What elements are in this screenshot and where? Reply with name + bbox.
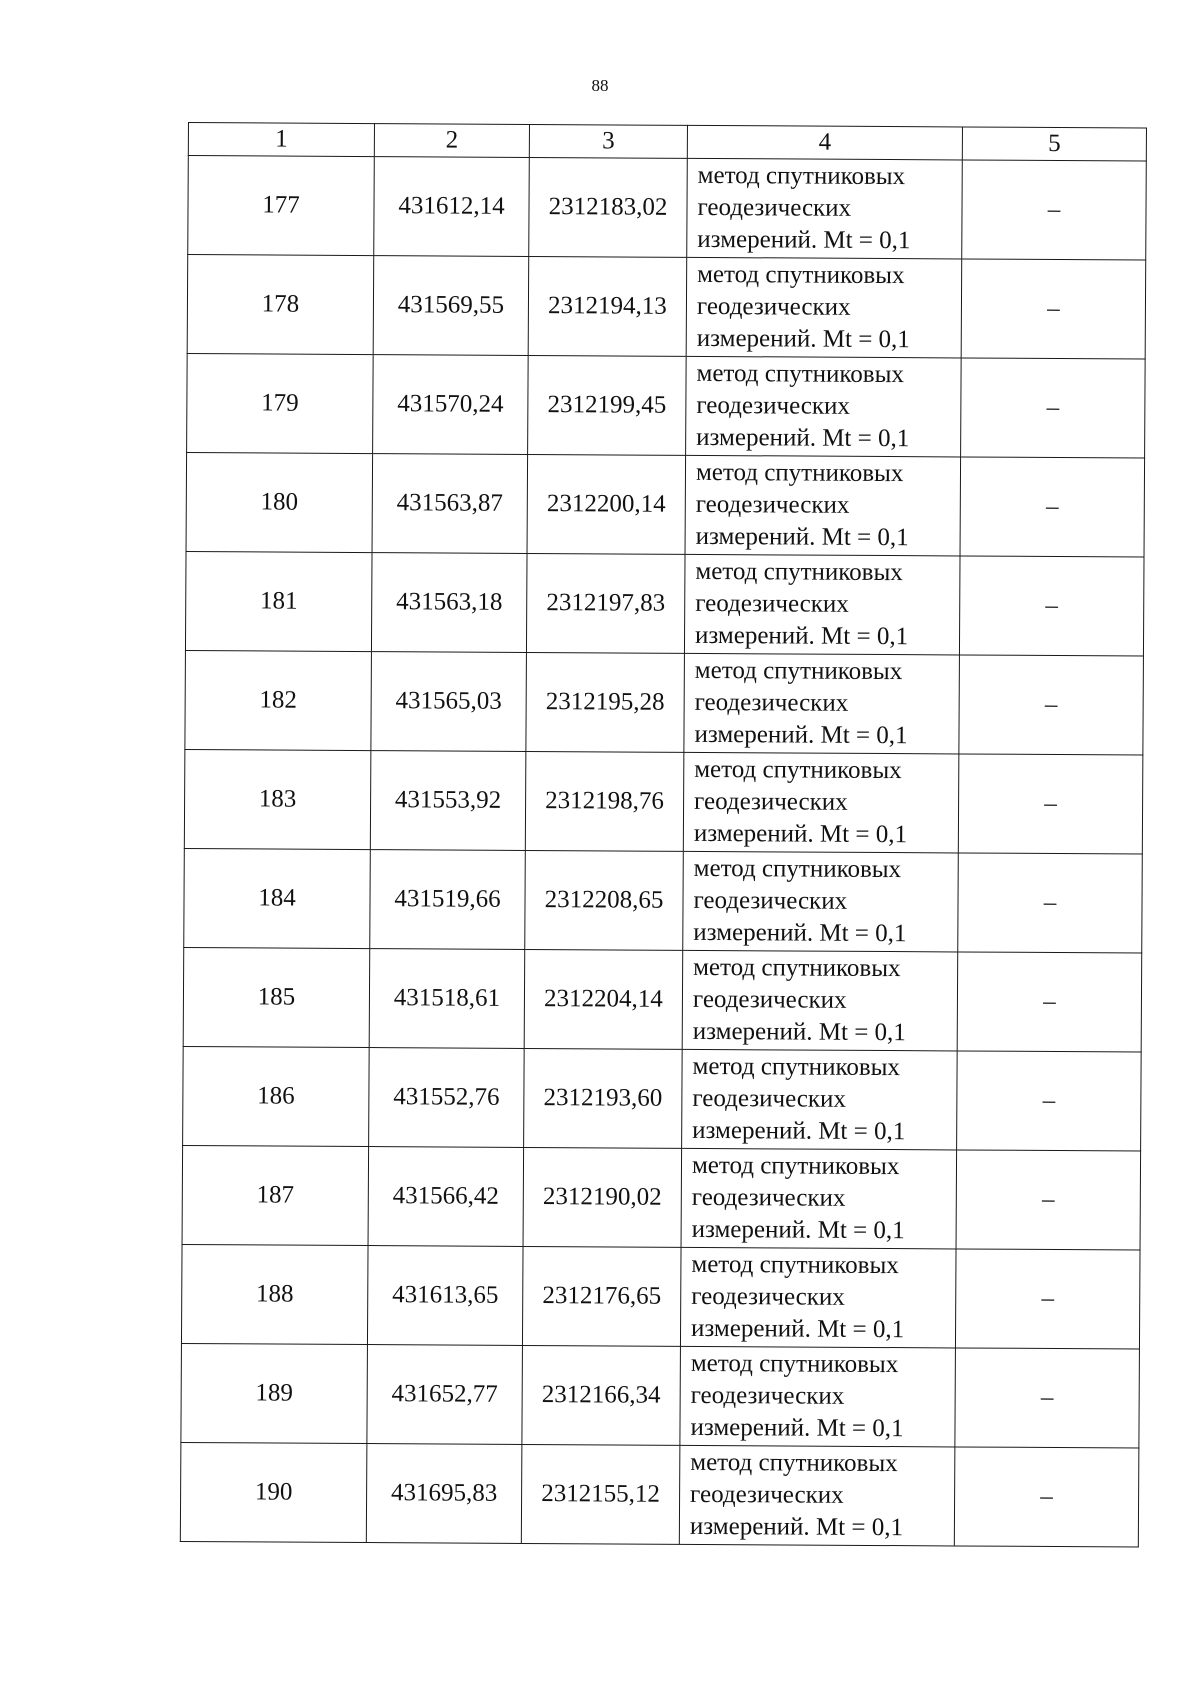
method-text-line: метод спутниковых xyxy=(697,161,906,191)
header-cell-2: 2 xyxy=(374,124,529,158)
point-number-cell: 182 xyxy=(185,650,372,750)
method-text-line: измерений. Mt = 0,1 xyxy=(696,423,910,453)
x-coordinate-cell: 431563,18 xyxy=(371,553,527,653)
x-coordinate-cell: 431563,87 xyxy=(372,454,528,554)
method-text-line: геодезических xyxy=(690,1381,845,1410)
table-row xyxy=(187,353,1146,458)
method-cell xyxy=(684,554,960,655)
method-text-line: метод спутниковых xyxy=(690,1448,898,1478)
remark-cell: – xyxy=(955,1249,1140,1349)
table-row xyxy=(183,1046,1142,1151)
method-cell xyxy=(682,950,958,1051)
table-body xyxy=(180,156,1146,1547)
method-cell xyxy=(684,653,960,754)
method-text-line: измерений. Mt = 0,1 xyxy=(691,1215,905,1245)
method-text-line: измерений. Mt = 0,1 xyxy=(695,522,909,552)
method-text-line: измерений. Mt = 0,1 xyxy=(693,819,908,849)
table-row xyxy=(182,1145,1141,1250)
remark-cell: – xyxy=(962,160,1147,260)
header-cell-5: 5 xyxy=(962,127,1146,161)
y-coordinate-cell: 2312208,65 xyxy=(525,850,684,950)
x-coordinate-cell: 431565,03 xyxy=(371,652,527,752)
method-cell xyxy=(679,1445,955,1546)
method-cell xyxy=(682,1049,958,1150)
table-row xyxy=(185,551,1144,656)
remark-cell: – xyxy=(956,1150,1141,1250)
table-row xyxy=(184,848,1143,953)
method-cell xyxy=(687,158,963,259)
remark-cell: – xyxy=(954,1447,1139,1547)
y-coordinate-cell: 2312176,65 xyxy=(522,1246,681,1346)
method-text-line: геодезических xyxy=(691,1183,846,1212)
coordinates-table xyxy=(180,122,1147,1547)
table-row xyxy=(184,749,1143,854)
method-text-line: геодезических xyxy=(696,391,851,420)
method-text-line: метод спутниковых xyxy=(690,1349,899,1379)
x-coordinate-cell: 431518,61 xyxy=(369,949,525,1049)
table-row xyxy=(186,452,1145,557)
method-cell xyxy=(680,1247,956,1348)
method-text-line: геодезических xyxy=(694,787,848,816)
method-text-line: метод спутниковых xyxy=(692,1052,901,1082)
method-text-line: геодезических xyxy=(692,1084,847,1113)
header-cell-1: 1 xyxy=(188,123,374,157)
method-text-line: геодезических xyxy=(693,886,848,915)
table-row xyxy=(181,1244,1140,1349)
table-row xyxy=(187,255,1146,360)
point-number-cell: 187 xyxy=(182,1145,369,1245)
method-text-line: метод спутниковых xyxy=(697,260,905,290)
remark-cell: – xyxy=(957,952,1142,1052)
table-row xyxy=(180,1442,1139,1547)
y-coordinate-cell: 2312190,02 xyxy=(523,1147,682,1247)
point-number-cell: 183 xyxy=(184,749,371,849)
method-text-line: измерений. Mt = 0,1 xyxy=(690,1314,905,1344)
y-coordinate-cell: 2312199,45 xyxy=(528,355,687,455)
y-coordinate-cell: 2312193,60 xyxy=(524,1048,683,1148)
point-number-cell: 178 xyxy=(187,255,374,355)
point-number-cell: 186 xyxy=(183,1046,370,1146)
remark-cell: – xyxy=(961,358,1146,458)
x-coordinate-cell: 431570,24 xyxy=(373,355,529,455)
y-coordinate-cell: 2312195,28 xyxy=(526,652,685,752)
table-row xyxy=(188,156,1147,261)
method-text-line: метод спутниковых xyxy=(694,755,902,785)
x-coordinate-cell: 431652,77 xyxy=(367,1345,523,1445)
y-coordinate-cell: 2312197,83 xyxy=(526,553,685,653)
table-row xyxy=(181,1343,1140,1448)
method-text-line: измерений. Mt = 0,1 xyxy=(696,324,910,354)
method-text-line: измерений. Mt = 0,1 xyxy=(694,720,908,750)
method-text-line: геодезических xyxy=(695,589,849,618)
method-cell xyxy=(686,356,962,457)
x-coordinate-cell: 431695,83 xyxy=(366,1444,522,1544)
method-text-line: измерений. Mt = 0,1 xyxy=(689,1512,904,1542)
point-number-cell: 184 xyxy=(184,848,371,948)
method-text-line: метод спутниковых xyxy=(693,854,902,884)
method-text-line: геодезических xyxy=(690,1480,844,1509)
method-text-line: метод спутниковых xyxy=(696,359,905,389)
method-cell xyxy=(681,1148,957,1249)
method-cell xyxy=(683,851,959,952)
x-coordinate-cell: 431566,42 xyxy=(368,1147,524,1247)
point-number-cell: 190 xyxy=(180,1442,367,1542)
y-coordinate-cell: 2312204,14 xyxy=(524,949,683,1049)
point-number-cell: 177 xyxy=(188,156,375,256)
method-text-line: геодезических xyxy=(696,292,851,321)
header-cell-4: 4 xyxy=(687,125,962,160)
y-coordinate-cell: 2312166,34 xyxy=(522,1345,681,1445)
remark-cell: – xyxy=(960,457,1145,557)
method-text-line: геодезических xyxy=(691,1282,845,1311)
table-row xyxy=(183,947,1142,1052)
x-coordinate-cell: 431519,66 xyxy=(370,850,526,950)
method-text-line: измерений. Mt = 0,1 xyxy=(697,225,911,255)
remark-cell: – xyxy=(959,556,1144,656)
remark-cell: – xyxy=(957,1051,1142,1151)
remark-cell: – xyxy=(958,754,1143,854)
method-text-line: измерений. Mt = 0,1 xyxy=(692,1017,906,1047)
y-coordinate-cell: 2312200,14 xyxy=(527,454,686,554)
method-text-line: измерений. Mt = 0,1 xyxy=(694,621,909,651)
method-text-line: измерений. Mt = 0,1 xyxy=(692,1116,906,1146)
header-row xyxy=(188,123,1146,162)
method-text-line: геодезических xyxy=(692,985,847,1014)
method-text-line: измерений. Mt = 0,1 xyxy=(690,1413,904,1443)
y-coordinate-cell: 2312194,13 xyxy=(528,256,687,356)
method-text-line: метод спутниковых xyxy=(693,953,901,983)
point-number-cell: 180 xyxy=(186,452,373,552)
point-number-cell: 181 xyxy=(185,551,372,651)
header-cell-3: 3 xyxy=(529,124,687,158)
y-coordinate-cell: 2312155,12 xyxy=(521,1444,680,1544)
remark-cell: – xyxy=(955,1348,1140,1448)
x-coordinate-cell: 431613,65 xyxy=(367,1246,523,1346)
method-text-line: геодезических xyxy=(695,490,850,519)
remark-cell: – xyxy=(961,259,1146,359)
x-coordinate-cell: 431612,14 xyxy=(374,157,530,257)
table-header xyxy=(188,123,1146,162)
method-cell xyxy=(683,752,959,853)
y-coordinate-cell: 2312183,02 xyxy=(529,157,688,257)
remark-cell: – xyxy=(958,853,1143,953)
point-number-cell: 185 xyxy=(183,947,370,1047)
x-coordinate-cell: 431569,55 xyxy=(373,256,529,356)
method-text-line: геодезических xyxy=(694,688,849,717)
method-text-line: метод спутниковых xyxy=(691,1151,900,1181)
remark-cell: – xyxy=(959,655,1144,755)
method-text-line: метод спутниковых xyxy=(694,656,903,686)
method-cell xyxy=(686,257,962,358)
page-number: 88 xyxy=(591,76,609,95)
method-text-line: геодезических xyxy=(697,193,852,222)
method-text-line: метод спутниковых xyxy=(691,1250,899,1280)
point-number-cell: 179 xyxy=(187,353,374,453)
x-coordinate-cell: 431552,76 xyxy=(369,1048,525,1148)
point-number-cell: 189 xyxy=(181,1343,368,1443)
method-cell xyxy=(685,455,961,556)
table-row xyxy=(185,650,1144,755)
method-text-line: метод спутниковых xyxy=(695,557,903,587)
method-cell xyxy=(680,1346,956,1447)
x-coordinate-cell: 431553,92 xyxy=(370,751,526,851)
y-coordinate-cell: 2312198,76 xyxy=(525,751,684,851)
method-text-line: метод спутниковых xyxy=(695,458,904,488)
point-number-cell: 188 xyxy=(181,1244,368,1344)
method-text-line: измерений. Mt = 0,1 xyxy=(693,918,907,948)
